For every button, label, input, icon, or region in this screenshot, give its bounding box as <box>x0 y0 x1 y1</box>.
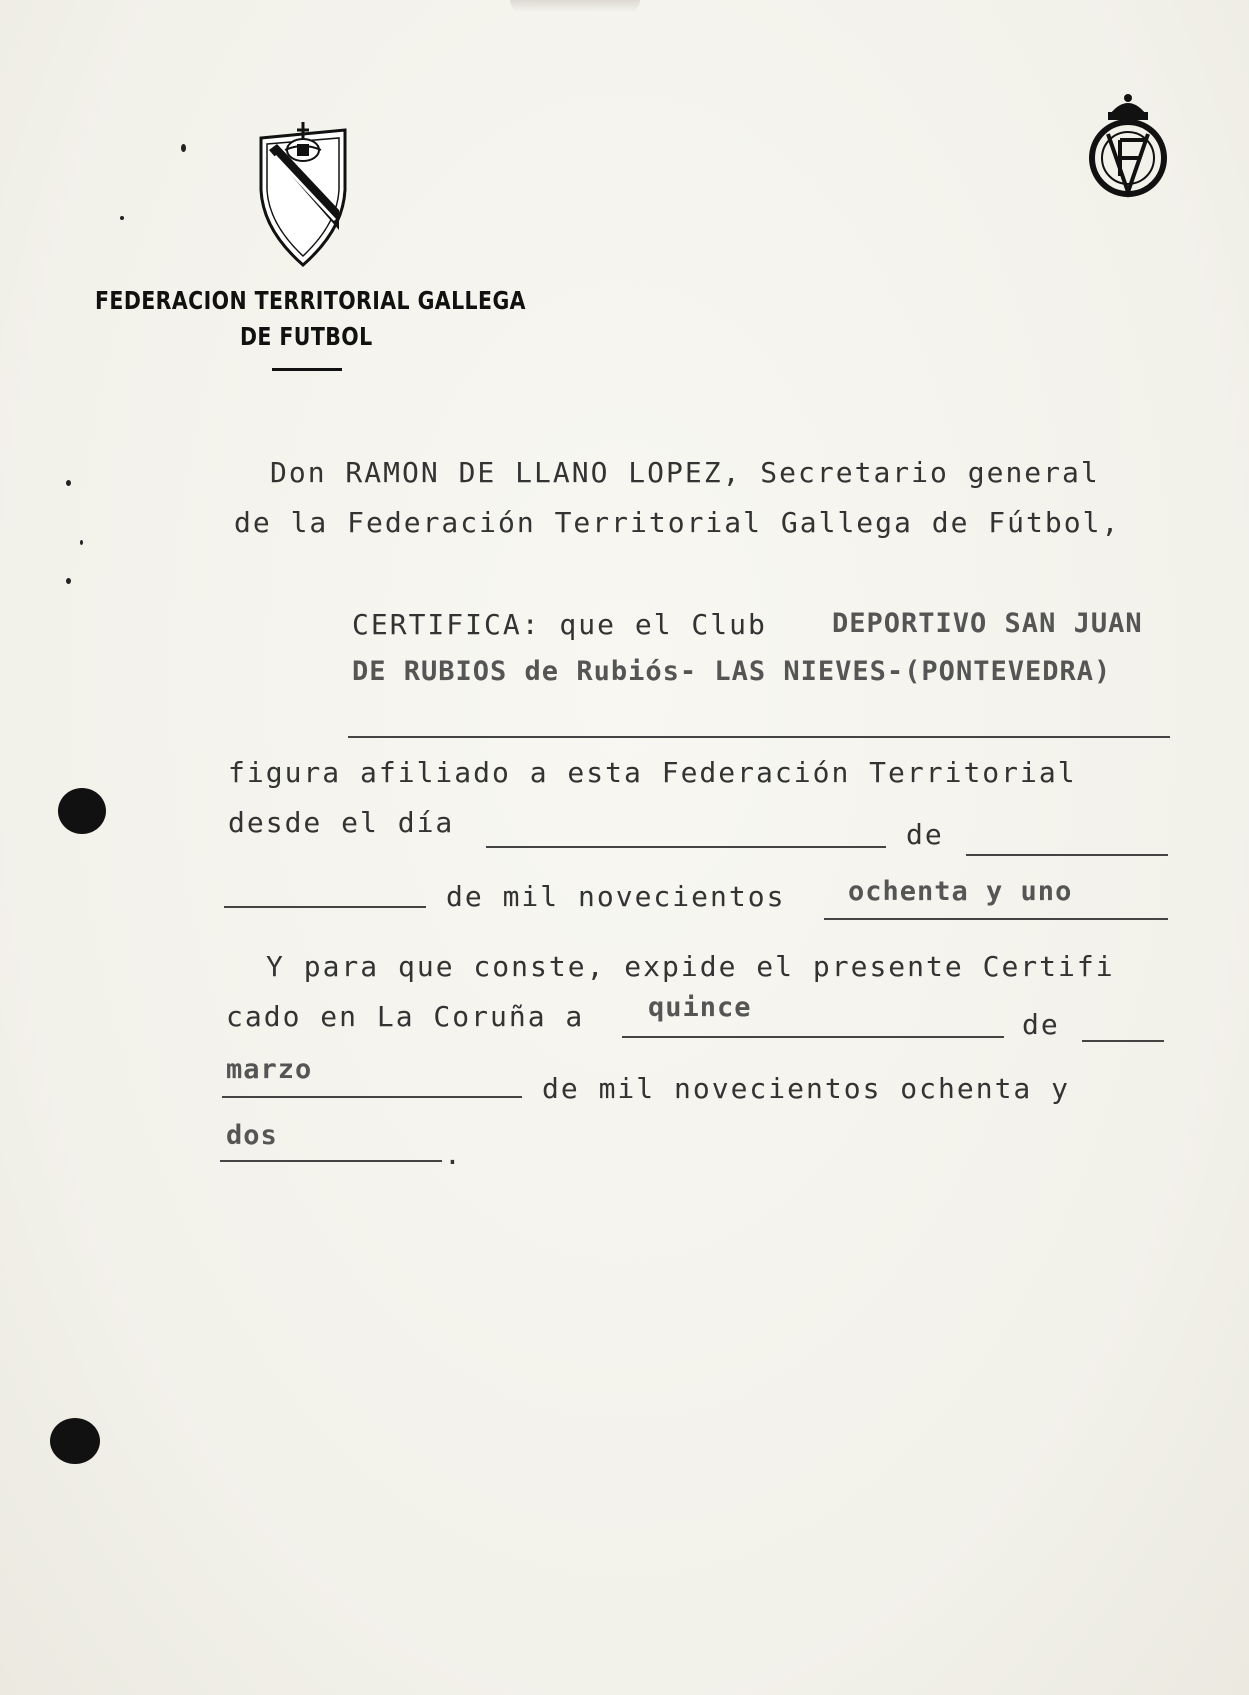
final-underline <box>220 1160 442 1162</box>
club-underline <box>348 736 1170 738</box>
galician-federation-shield-logo <box>255 120 351 268</box>
blank-day-line <box>486 846 886 848</box>
org-name-line2: DE FUTBOL <box>240 322 373 351</box>
speck <box>66 480 71 486</box>
text-de-mil-2: de mil novecientos ochenta y <box>542 1072 1071 1105</box>
year-underline <box>824 918 1168 920</box>
speck <box>181 144 186 152</box>
certifica-label: CERTIFICA: que el Club <box>352 608 767 641</box>
text-line-2: de la Federación Territorial Gallega de Fútbol, <box>234 506 1121 539</box>
day-underline <box>622 1036 1004 1038</box>
year-fill: ochenta y uno <box>848 876 1073 907</box>
speck <box>120 216 124 220</box>
blank-month-line <box>966 854 1168 856</box>
month-underline <box>222 1096 522 1098</box>
punch-hole-bottom <box>50 1418 100 1464</box>
text-line-1: Don RAMON DE LLANO LOPEZ, Secretario general <box>270 456 1100 489</box>
text-desde: desde el día <box>228 806 455 839</box>
text-para: Y para que conste, expide el presente Certifi <box>266 950 1115 983</box>
club-name-fill-1: DEPORTIVO SAN JUAN <box>832 608 1143 639</box>
text-de-2: de <box>1022 1008 1060 1041</box>
paper-clip-shadow <box>510 0 640 12</box>
speck <box>66 578 71 584</box>
month-fill: marzo <box>226 1054 313 1085</box>
blank-prefix-line <box>224 906 426 908</box>
speck <box>80 540 83 545</box>
punch-hole-top <box>58 788 106 834</box>
text-cado: cado en La Coruña a <box>226 1000 585 1033</box>
org-name-line1: FEDERACION TERRITORIAL GALLEGA <box>95 286 526 315</box>
final-fill: dos <box>226 1120 278 1151</box>
blank-de-line <box>1082 1040 1164 1042</box>
day-fill: quince <box>648 992 752 1023</box>
final-period: . <box>444 1138 463 1171</box>
header-rule <box>272 368 342 371</box>
club-name-fill-2: DE RUBIOS de Rubiós- LAS NIEVES-(PONTEVEDRA) <box>352 656 1112 687</box>
text-de-mil-1: de mil novecientos <box>446 880 786 913</box>
text-figura: figura afiliado a esta Federación Territorial <box>228 756 1077 789</box>
text-de-1: de <box>906 818 944 851</box>
rfef-crown-emblem <box>1086 90 1170 204</box>
